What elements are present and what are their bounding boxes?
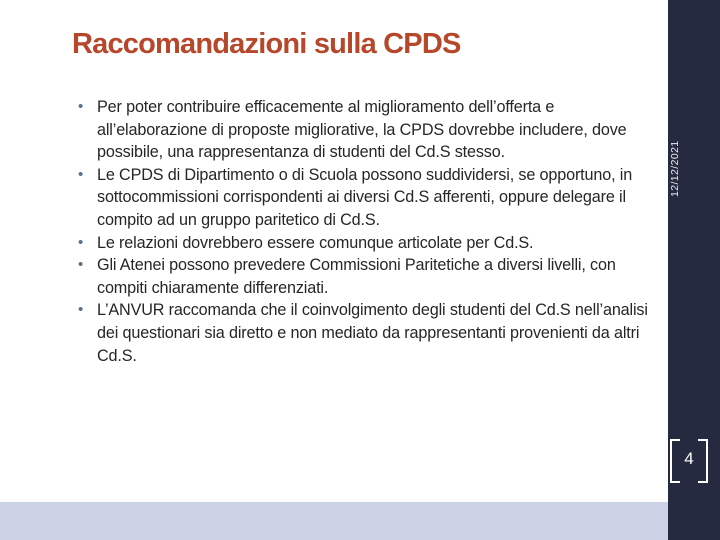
bullet-icon: • <box>78 256 84 274</box>
bullet-item <box>78 299 660 367</box>
bullet-text: Gli Atenei possono prevedere Commissioni Paritetiche a diversi livelli, con compiti chiaramente differenziati. <box>97 256 616 297</box>
bullet-icon: • <box>78 165 84 183</box>
bottom-band <box>0 502 668 540</box>
bullet-text: Le CPDS di Dipartimento o di Scuola possono suddividersi, se opportuno, in sottocommissioni corrispondenti ai diversi Cd.S afferenti, oppure delegare il compito ad un gruppo paritetico di Cd.S. <box>97 165 633 229</box>
bullet-text: L’ANVUR raccomanda che il coinvolgimento degli studenti del Cd.S nell’analisi dei questionari sia diretto e non mediato da rappresentanti provenienti da altri Cd.S. <box>97 301 648 365</box>
bullet-icon: • <box>78 98 84 115</box>
bullet-text: Le relazioni dovrebbero essere comunque articolate per Cd.S. <box>97 233 534 252</box>
bullet-text: Per poter contribuire efficacemente al miglioramento dell’offerta e all’elaborazione di proposte migliorative, la CPDS dovrebbe includere, dove possibile, una rappresentanza di studenti del Cd.S stesso. <box>97 98 627 162</box>
page-number-box <box>668 439 710 483</box>
slide-title: Raccomandazioni sulla CPDS <box>72 28 461 60</box>
slide-date: 12/12/2021 <box>669 140 681 198</box>
bullet-icon: • <box>78 301 84 319</box>
bullet-list <box>78 96 660 367</box>
page-number: 4 <box>684 449 694 468</box>
bullet-item <box>78 96 660 164</box>
bullet-item <box>78 164 660 232</box>
bullet-icon: • <box>78 233 84 251</box>
bullet-item <box>78 232 660 255</box>
bullet-item <box>78 254 660 299</box>
